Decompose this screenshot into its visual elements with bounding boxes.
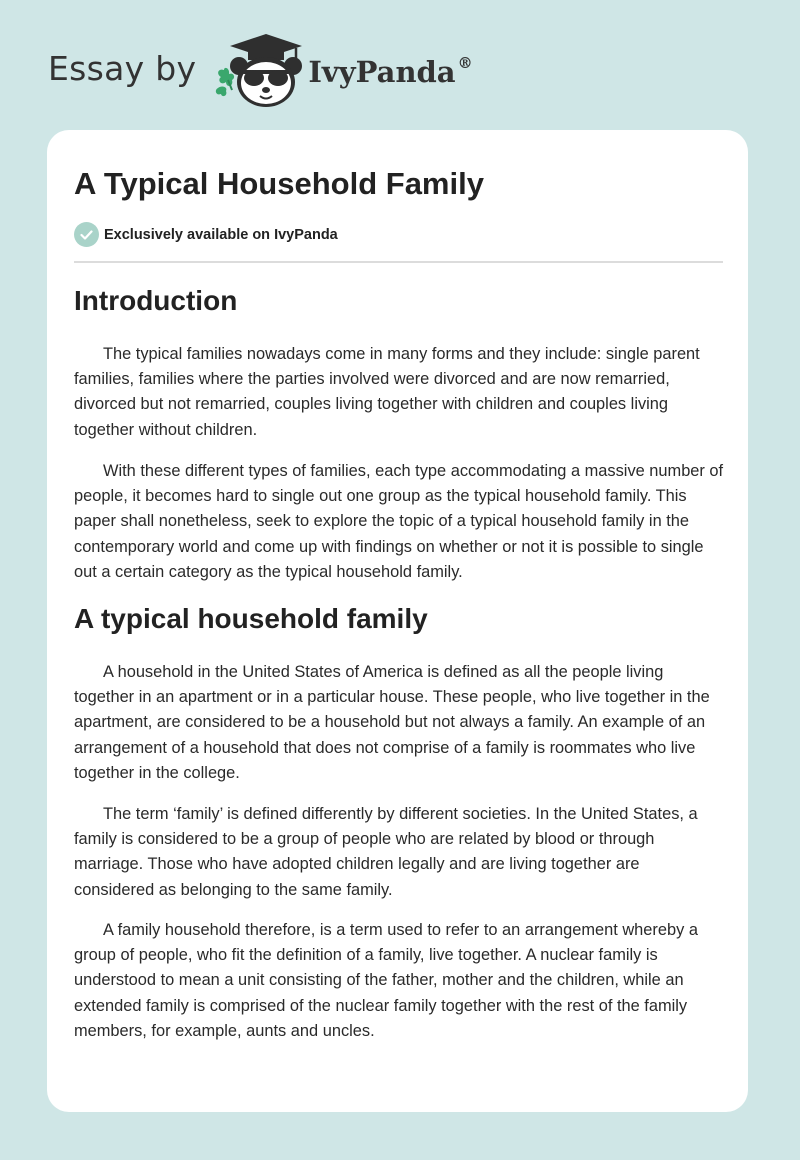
site-header bbox=[48, 30, 473, 110]
section-typical-household-family bbox=[74, 603, 724, 635]
title-divider bbox=[74, 261, 723, 263]
section-heading: Introduction bbox=[74, 285, 238, 316]
essay-title: A Typical Household Family bbox=[74, 166, 484, 201]
paragraph-text: The typical families nowadays come in many forms and they include: single parent families, families where the parties involved were divorced and are now remarried, divorced but not remarried, couples living together with children and couples living together without children. bbox=[74, 345, 700, 439]
paragraph-text: A family household therefore, is a term used to refer to an arrangement whereby a group of people, who fit the definition of a family, live together. A nuclear family is understood to mean a unit consisting of the father, mother and the children, while an extended family is comprised of the nuclear family together with the rest of the family members, for example, aunts and uncles. bbox=[74, 921, 698, 1040]
check-circle-icon bbox=[74, 222, 99, 247]
panda-graduate-icon bbox=[212, 30, 306, 110]
section-heading: A typical household family bbox=[74, 603, 428, 634]
paragraph-text: With these different types of families, each type accommodating a massive number of people, it becomes hard to single out one group as the typical household family. This paper shall nonetheless, seek to explore the topic of a typical household family in the contemporary world and come up with findings on whether or not it is possible to single out a certain category as the typical household family. bbox=[74, 462, 724, 581]
exclusive-badge bbox=[74, 222, 338, 247]
paragraph bbox=[74, 459, 724, 585]
brand-label: IvyPanda bbox=[308, 54, 456, 89]
essay-card bbox=[47, 130, 748, 1112]
exclusive-label: Exclusively available on IvyPanda bbox=[104, 226, 338, 243]
paragraph bbox=[74, 802, 724, 903]
brand-name[interactable] bbox=[308, 54, 472, 89]
section-introduction bbox=[74, 285, 724, 317]
paragraph-text: The term ‘family’ is defined differently by different societies. In the United States, a family is considered to be a group of people who are related by blood or through marriage. Those who have adopted children legally and are living together are considered as belonging to the same family. bbox=[74, 805, 698, 899]
paragraph-text: A household in the United States of America is defined as all the people living together in an apartment or in a particular house. These people, who live together in the apartment, are considered to be a household but not always a family. An example of an arrangement of a household that does not comprise of a family is roommates who live together in the college. bbox=[74, 663, 710, 782]
paragraph bbox=[74, 342, 724, 443]
paragraph bbox=[74, 660, 724, 786]
registered-mark: ® bbox=[457, 53, 473, 72]
paragraph bbox=[74, 918, 724, 1044]
essay-by-label: Essay by bbox=[48, 48, 197, 88]
